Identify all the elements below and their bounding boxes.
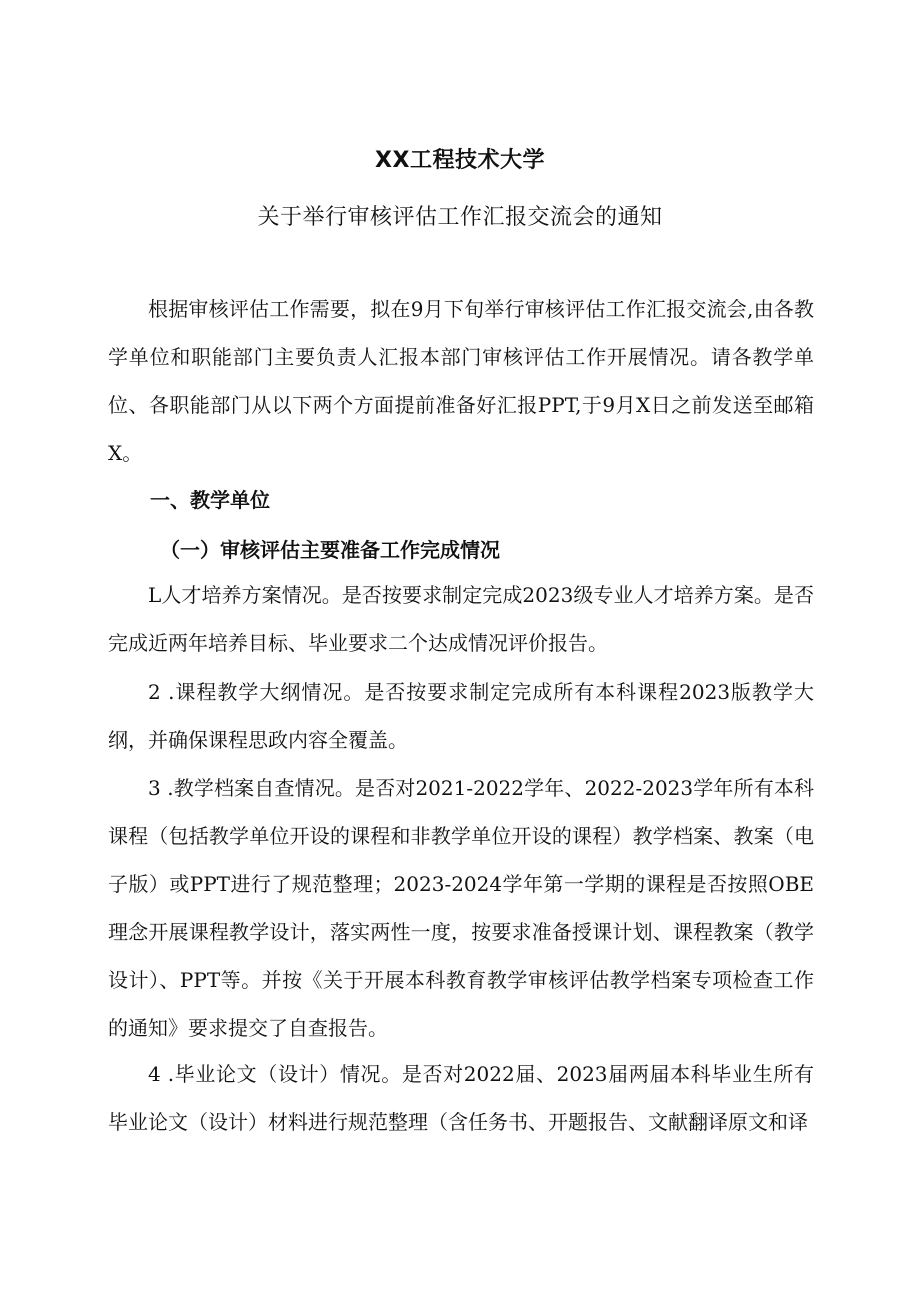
intro-paragraph: 根据审核评估工作需要，拟在9月下旬举行审核评估工作汇报交流会,由各教学单位和职能部门主要负责人汇报本部门审核评估工作开展情况。请各教学单位、各职能部门从以下两个方面提前准备好汇报PPT,于9月X日之前发送至邮箱X。 bbox=[108, 297, 814, 465]
item-paragraph: 4 .毕业论文（设计）情况。是否对2022届、2023届两届本科毕业生所有毕业论文（设计）材料进行规范整理（含任务书、开题报告、文献翻译原文和译 bbox=[108, 1062, 814, 1134]
document-title: XX工程技术大学 bbox=[375, 148, 545, 173]
document-subtitle: 关于举行审核评估工作汇报交流会的通知 bbox=[257, 205, 663, 230]
section-heading: 一、教学单位 bbox=[150, 488, 270, 512]
item-paragraph: 2 .课程教学大纲情况。是否按要求制定完成所有本科课程2023版教学大纲，并确保课程思政内容全覆盖。 bbox=[108, 680, 814, 752]
item-paragraph: 3 .教学档案自查情况。是否对2021-2022学年、2022-2023学年所有本科课程（包括教学单位开设的课程和非教学单位开设的课程）教学档案、教案（电子版）或PPT进行了规范整理；2023-2024学年第一学期的课程是否按照OBE理念开展课程教学设计，落实两性一度，按要求准备授课计划、课程教案（教学设计）、PPT等。并按《关于开展本科教育教学审核评估教学档案专项检查工作的通知》要求提交了自查报告。 bbox=[108, 776, 814, 1040]
item-paragraph: L人才培养方案情况。是否按要求制定完成2023级专业人才培养方案。是否完成近两年培养目标、毕业要求二个达成情况评价报告。 bbox=[108, 583, 814, 655]
subsection-heading: （一）审核评估主要准备工作完成情况 bbox=[160, 538, 500, 562]
